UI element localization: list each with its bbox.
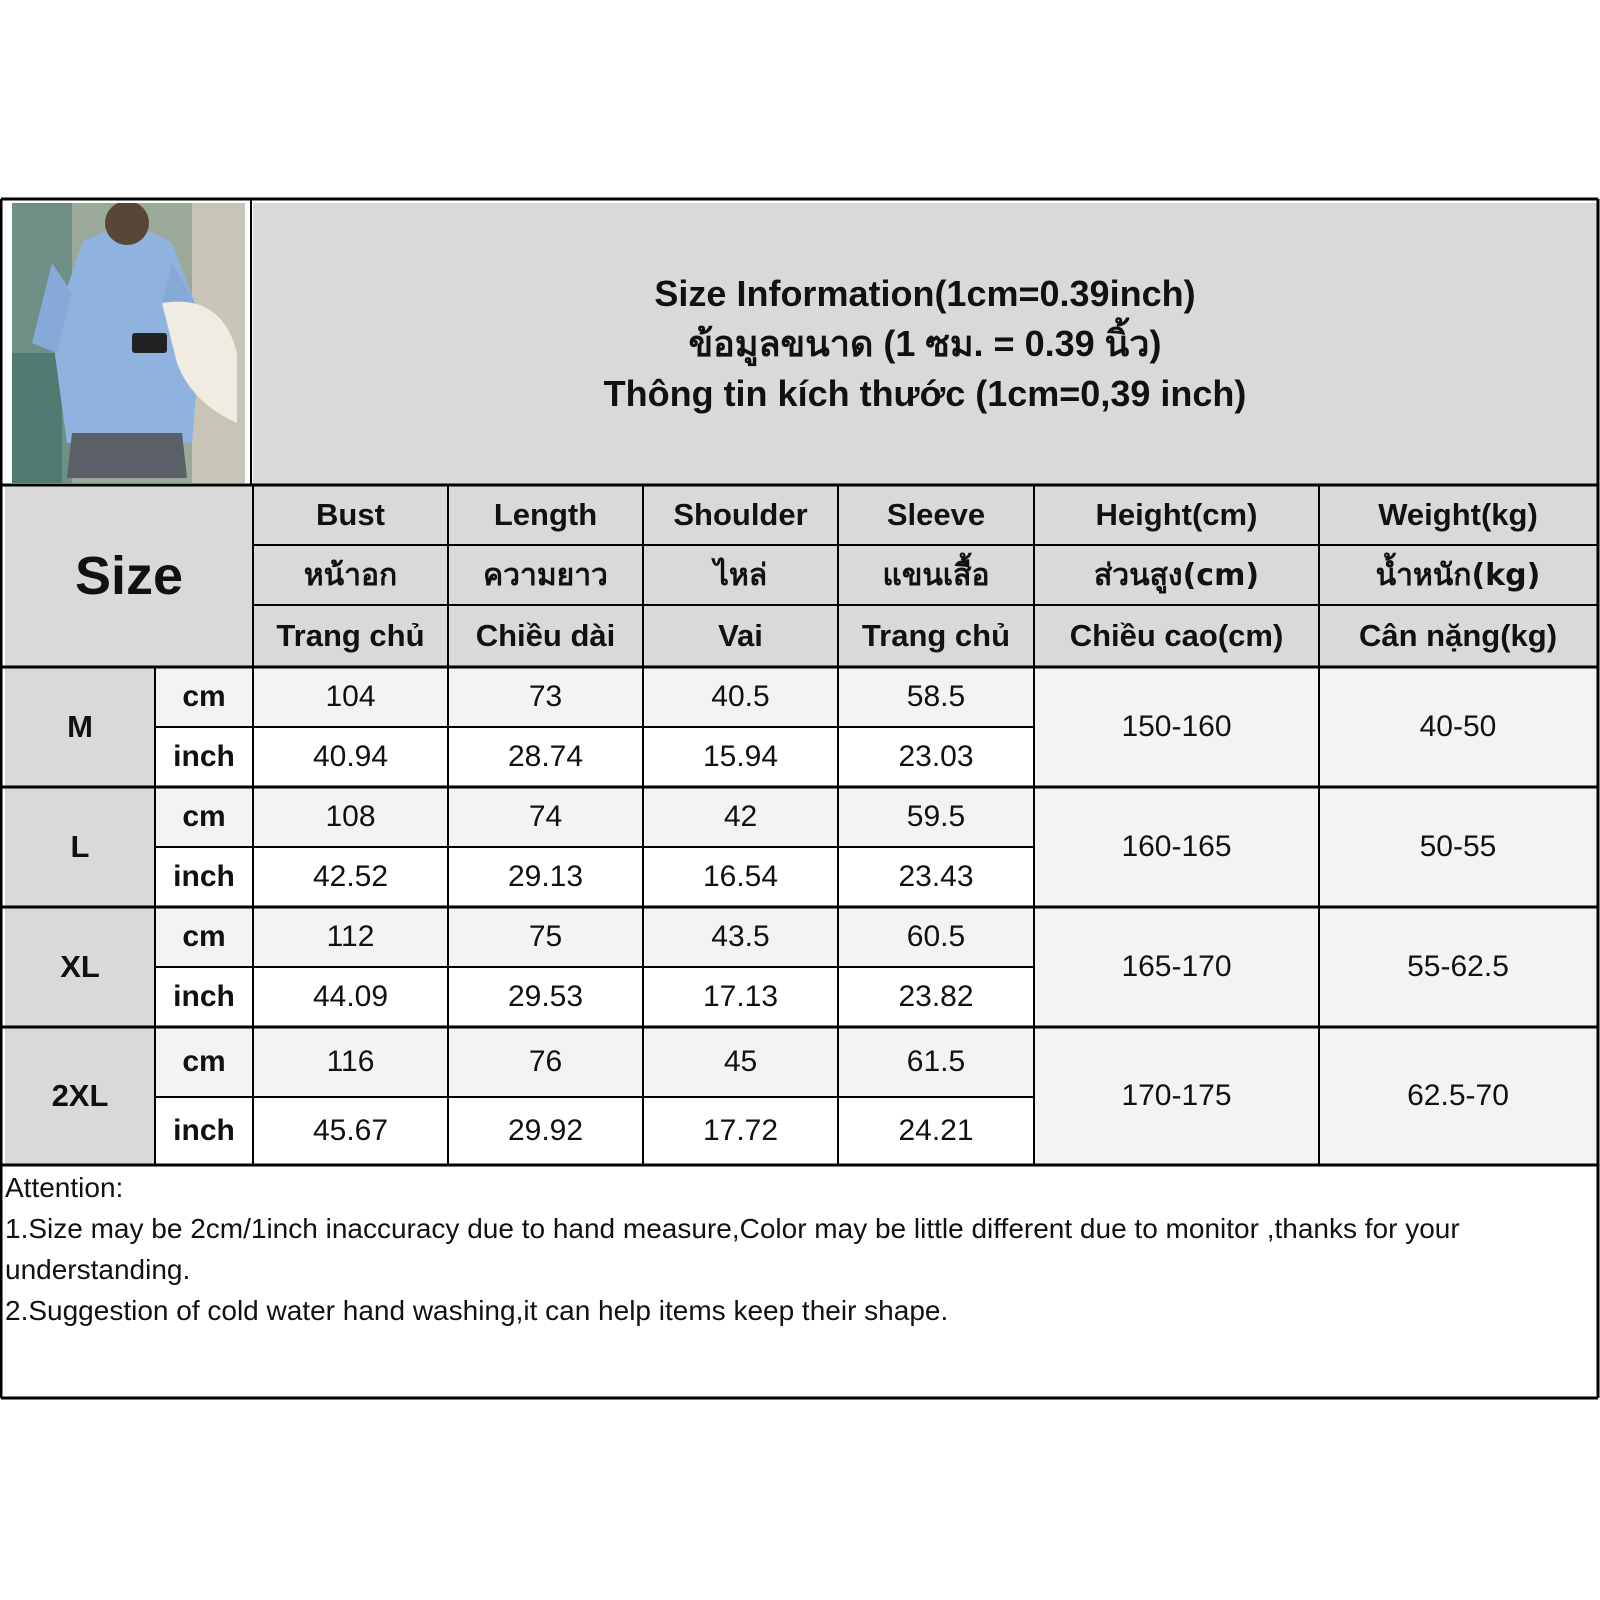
value-inch: 24.21 [838, 1097, 1034, 1165]
value-cm: 76 [448, 1027, 643, 1097]
height-range: 160-165 [1034, 787, 1319, 907]
value-cm: 104 [253, 667, 448, 727]
unit-cm: cm [155, 667, 253, 727]
attention-notes [5, 1167, 1595, 1331]
unit-inch: inch [155, 1097, 253, 1165]
weight-range: 40-50 [1319, 667, 1597, 787]
value-cm: 75 [448, 907, 643, 967]
size-label: XL [5, 907, 155, 1027]
value-cm: 112 [253, 907, 448, 967]
title-th: ข้อมูลขนาด (1 ซม. = 0.39 นิ้ว) [688, 323, 1162, 364]
notes-heading: Attention: [5, 1172, 124, 1203]
value-inch: 23.03 [838, 727, 1034, 787]
value-cm: 45 [643, 1027, 838, 1097]
value-inch: 44.09 [253, 967, 448, 1027]
column-header-en: Weight(kg) [1319, 485, 1597, 545]
unit-inch: inch [155, 967, 253, 1027]
value-inch: 29.13 [448, 847, 643, 907]
column-header-en: Sleeve [838, 485, 1034, 545]
column-header-th: น้ำหนัก(kg) [1319, 545, 1597, 605]
column-header-vi: Cân nặng(kg) [1319, 605, 1597, 667]
column-header-vi: Chiều dài [448, 605, 643, 667]
weight-range: 50-55 [1319, 787, 1597, 907]
column-header-en: Height(cm) [1034, 485, 1319, 545]
column-header-th: ไหล่ [643, 545, 838, 605]
value-inch: 45.67 [253, 1097, 448, 1165]
size-label: M [5, 667, 155, 787]
column-header-en: Length [448, 485, 643, 545]
value-cm: 61.5 [838, 1027, 1034, 1097]
size-label: 2XL [5, 1027, 155, 1165]
column-header-th: แขนเสื้อ [838, 545, 1034, 605]
value-inch: 16.54 [643, 847, 838, 907]
value-cm: 73 [448, 667, 643, 727]
value-inch: 40.94 [253, 727, 448, 787]
size-label: L [5, 787, 155, 907]
column-header-en: Shoulder [643, 485, 838, 545]
value-inch: 29.92 [448, 1097, 643, 1165]
column-header-th: ส่วนสูง(cm) [1034, 545, 1319, 605]
height-range: 150-160 [1034, 667, 1319, 787]
unit-inch: inch [155, 727, 253, 787]
column-header-vi: Trang chủ [253, 605, 448, 667]
value-inch: 23.82 [838, 967, 1034, 1027]
value-cm: 43.5 [643, 907, 838, 967]
value-inch: 17.13 [643, 967, 838, 1027]
value-cm: 58.5 [838, 667, 1034, 727]
column-header-en: Bust [253, 485, 448, 545]
column-header-vi: Trang chủ [838, 605, 1034, 667]
value-cm: 60.5 [838, 907, 1034, 967]
height-range: 165-170 [1034, 907, 1319, 1027]
unit-cm: cm [155, 1027, 253, 1097]
size-header: Size [5, 485, 253, 667]
title-vi: Thông tin kích thước (1cm=0,39 inch) [603, 373, 1247, 414]
unit-cm: cm [155, 787, 253, 847]
value-cm: 74 [448, 787, 643, 847]
unit-cm: cm [155, 907, 253, 967]
notes-line-2: 2.Suggestion of cold water hand washing,it can help items keep their shape. [5, 1295, 949, 1326]
value-cm: 116 [253, 1027, 448, 1097]
value-inch: 29.53 [448, 967, 643, 1027]
value-inch: 28.74 [448, 727, 643, 787]
weight-range: 62.5-70 [1319, 1027, 1597, 1165]
column-header-vi: Vai [643, 605, 838, 667]
value-cm: 59.5 [838, 787, 1034, 847]
title-en: Size Information(1cm=0.39inch) [654, 273, 1196, 314]
column-header-th: ความยาว [448, 545, 643, 605]
value-inch: 42.52 [253, 847, 448, 907]
weight-range: 55-62.5 [1319, 907, 1597, 1027]
value-inch: 23.43 [838, 847, 1034, 907]
column-header-vi: Chiều cao(cm) [1034, 605, 1319, 667]
column-header-th: หน้าอก [253, 545, 448, 605]
value-cm: 42 [643, 787, 838, 847]
height-range: 170-175 [1034, 1027, 1319, 1165]
value-inch: 17.72 [643, 1097, 838, 1165]
unit-inch: inch [155, 847, 253, 907]
value-cm: 108 [253, 787, 448, 847]
value-inch: 15.94 [643, 727, 838, 787]
value-cm: 40.5 [643, 667, 838, 727]
notes-line-1: 1.Size may be 2cm/1inch inaccuracy due to hand measure,Color may be little different due to monitor ,thanks for your understanding. [5, 1213, 1460, 1285]
